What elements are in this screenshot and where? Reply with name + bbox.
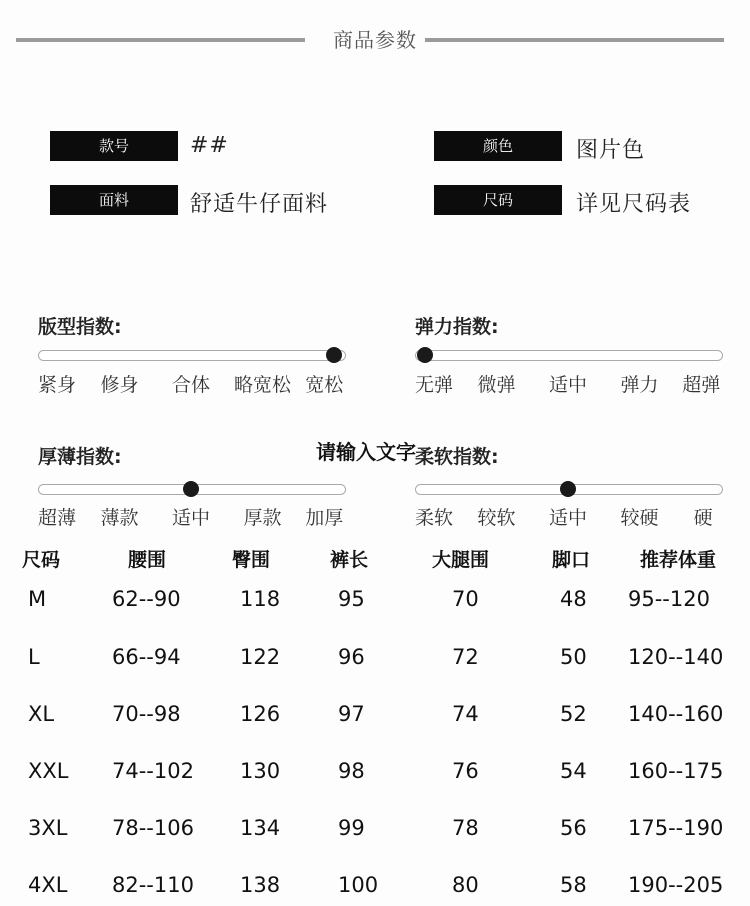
placeholder-overlay-text: 请输入文字 <box>316 440 416 464</box>
stretch-index-track <box>415 350 723 361</box>
size-table-cell: 134 <box>240 816 281 840</box>
size-table-cell: 160--175 <box>628 759 724 783</box>
param-label-size: 尺码 <box>434 185 562 215</box>
stretch-index-tick: 适中 <box>548 374 588 396</box>
thickness-index-tick: 超薄 <box>38 507 77 529</box>
size-table-header: 脚口 <box>552 549 591 571</box>
size-table-cell: 66--94 <box>112 645 181 669</box>
size-table-cell: 122 <box>240 645 281 669</box>
param-value-style-no: ## <box>190 133 229 158</box>
size-table-cell: 78 <box>452 816 479 840</box>
stretch-index-tick: 微弹 <box>477 374 516 396</box>
size-table-cell: 118 <box>240 587 281 611</box>
size-table-cell: 52 <box>560 702 587 726</box>
size-table-header: 尺码 <box>22 549 61 571</box>
size-table-cell: 175--190 <box>628 816 724 840</box>
size-table-cell: 72 <box>452 645 479 669</box>
size-table-header: 裤长 <box>330 549 369 571</box>
size-table-cell: 62--90 <box>112 587 181 611</box>
size-table-cell: 95--120 <box>628 587 710 611</box>
size-table-cell: 58 <box>560 873 587 897</box>
header-rule-right <box>425 38 724 42</box>
size-table-header: 腰围 <box>128 549 167 571</box>
fit-index-track <box>38 350 346 361</box>
size-table-cell: 76 <box>452 759 479 783</box>
size-table-cell: 70--98 <box>112 702 181 726</box>
thickness-index-tick: 加厚 <box>305 507 344 529</box>
size-table-cell: L <box>28 645 40 669</box>
size-table-cell: 97 <box>338 702 365 726</box>
size-table-cell: 54 <box>560 759 587 783</box>
size-table-cell: 130 <box>240 759 281 783</box>
stretch-index-knob <box>417 347 433 363</box>
page-title: 商品参数 <box>333 28 417 52</box>
size-table-cell: 56 <box>560 816 587 840</box>
fit-index-tick: 修身 <box>100 374 139 396</box>
param-value-size: 详见尺码表 <box>576 192 692 217</box>
fit-index-tick: 合体 <box>171 374 211 396</box>
fit-index-tick: 宽松 <box>305 374 344 396</box>
softness-index-tick: 硬 <box>693 507 713 529</box>
thickness-index-tick: 适中 <box>171 507 211 529</box>
param-label-style-no: 款号 <box>50 131 178 161</box>
size-table-cell: 3XL <box>28 816 68 840</box>
size-table-cell: 126 <box>240 702 281 726</box>
thickness-index-tick: 薄款 <box>100 507 139 529</box>
stretch-index-tick: 弹力 <box>620 374 659 396</box>
size-table-cell: 100 <box>338 873 379 897</box>
size-table-cell: 78--106 <box>112 816 194 840</box>
softness-index-knob <box>560 481 576 497</box>
size-table-cell: 98 <box>338 759 365 783</box>
size-table-cell: 82--110 <box>112 873 194 897</box>
size-table-cell: 99 <box>338 816 365 840</box>
size-table-cell: 190--205 <box>628 873 724 897</box>
param-value-fabric: 舒适牛仔面料 <box>190 192 329 217</box>
size-table-cell: 74--102 <box>112 759 194 783</box>
size-table-header: 推荐体重 <box>640 549 717 571</box>
size-table-cell: 95 <box>338 587 365 611</box>
size-table-cell: 74 <box>452 702 479 726</box>
thickness-index-tick: 厚款 <box>243 507 282 529</box>
softness-index-tick: 柔软 <box>415 507 454 529</box>
size-table-cell: M <box>28 587 47 611</box>
stretch-index-tick: 无弹 <box>415 374 454 396</box>
size-table-cell: XL <box>28 702 55 726</box>
fit-index-tick: 略宽松 <box>233 374 292 396</box>
size-table-header: 臀围 <box>232 549 271 571</box>
softness-index-tick: 适中 <box>548 507 588 529</box>
stretch-index-tick: 超弹 <box>682 374 721 396</box>
size-table-cell: 120--140 <box>628 645 724 669</box>
size-table-cell: 96 <box>338 645 365 669</box>
size-table-cell: 138 <box>240 873 281 897</box>
softness-index-title: 柔软指数: <box>415 446 499 468</box>
size-table-cell: 50 <box>560 645 587 669</box>
thickness-index-title: 厚薄指数: <box>38 446 122 468</box>
size-table-cell: 70 <box>452 587 479 611</box>
thickness-index-knob <box>183 481 199 497</box>
size-table-header: 大腿围 <box>432 549 490 571</box>
fit-index-tick: 紧身 <box>38 374 77 396</box>
size-table-cell: 80 <box>452 873 479 897</box>
fit-index-title: 版型指数: <box>38 316 122 338</box>
param-label-fabric: 面料 <box>50 185 178 215</box>
fit-index-knob <box>326 347 342 363</box>
size-table-cell: XXL <box>28 759 69 783</box>
size-table-cell: 4XL <box>28 873 68 897</box>
softness-index-tick: 较硬 <box>620 507 659 529</box>
stretch-index-title: 弹力指数: <box>415 316 499 338</box>
header-rule-left <box>16 38 305 42</box>
size-table-cell: 140--160 <box>628 702 724 726</box>
size-table-cell: 48 <box>560 587 587 611</box>
param-value-color: 图片色 <box>576 138 646 163</box>
param-label-color: 颜色 <box>434 131 562 161</box>
softness-index-tick: 较软 <box>477 507 516 529</box>
